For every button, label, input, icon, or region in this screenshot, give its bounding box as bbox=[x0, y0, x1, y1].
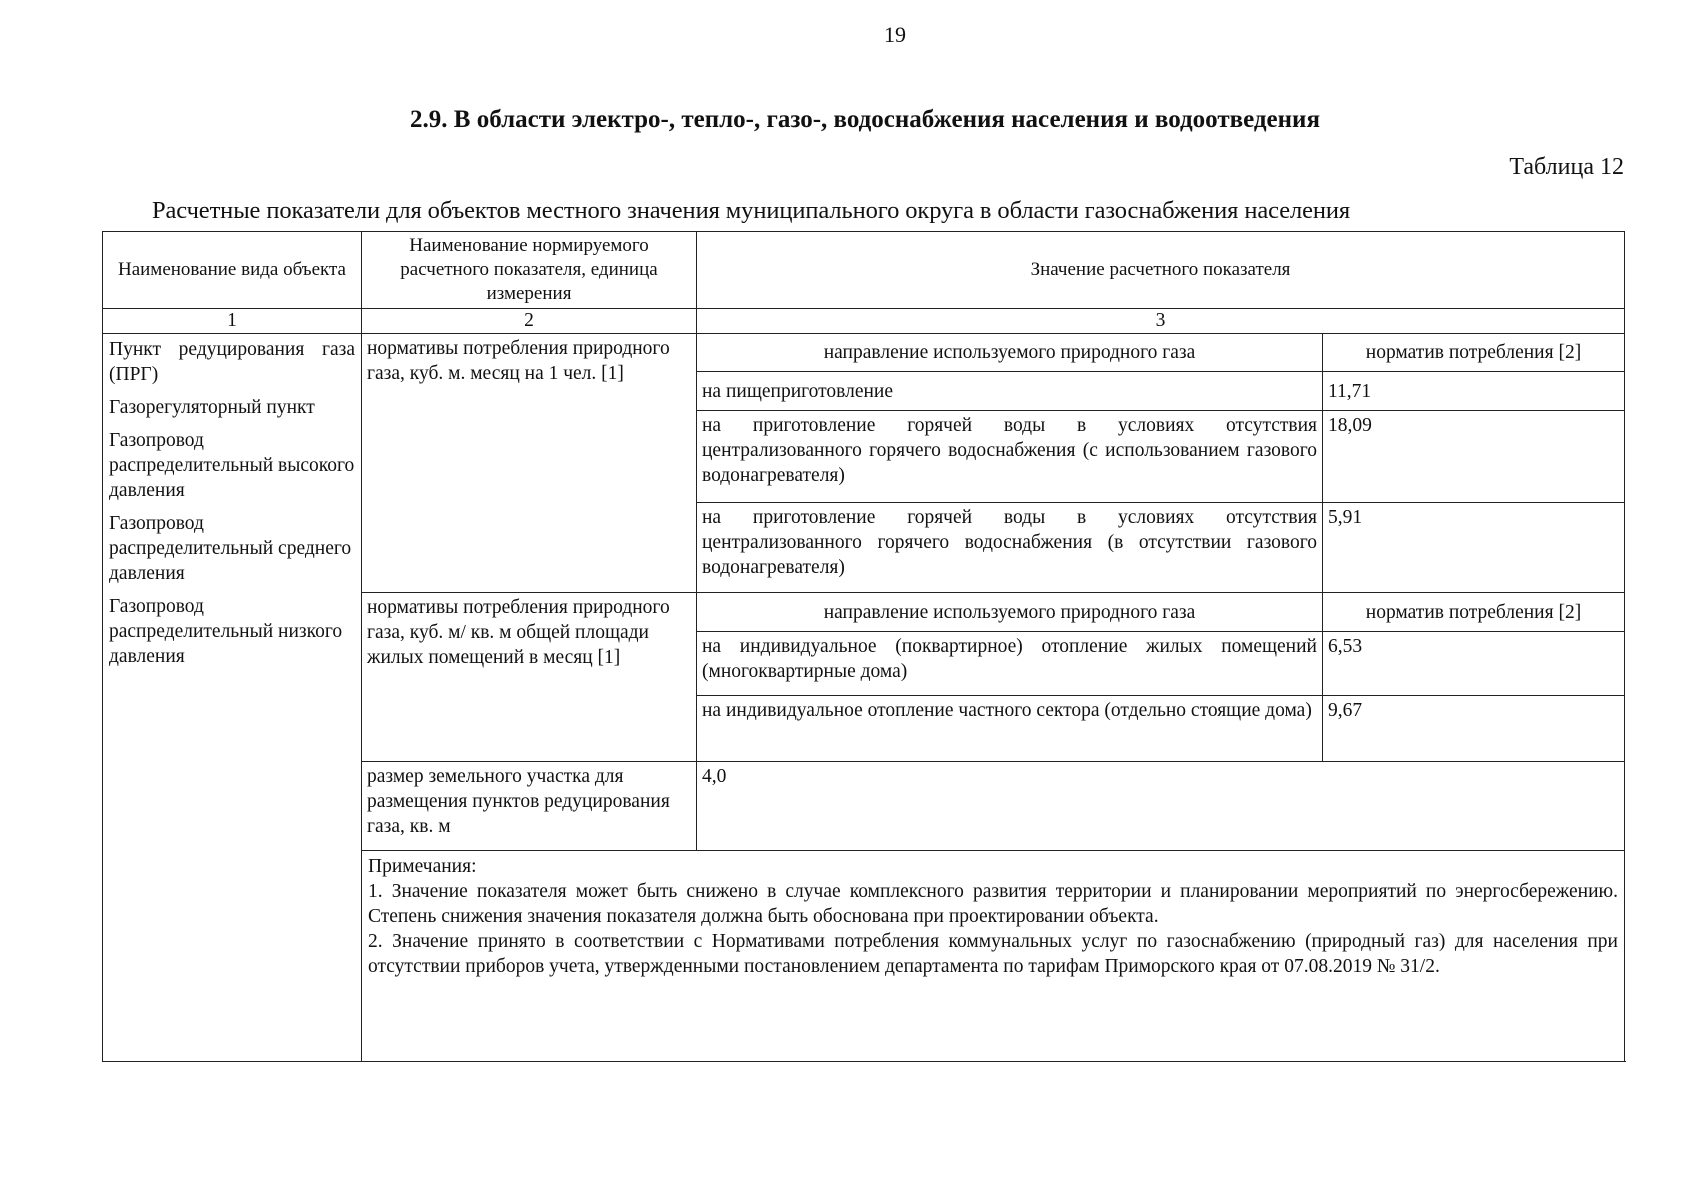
object-type: Газопровод распределительный среднего давления bbox=[109, 513, 352, 584]
value-cell: 9,67 bbox=[1323, 696, 1625, 762]
notes-title: Примечания: bbox=[368, 856, 477, 877]
header-object-type: Наименование вида объекта bbox=[103, 232, 362, 309]
header-row bbox=[103, 232, 1625, 309]
direction-cell: на индивидуальное отопление частного сектора (отдельно стоящие дома) bbox=[697, 696, 1323, 762]
table-label: Таблица 12 bbox=[1509, 154, 1624, 180]
notes-cell bbox=[362, 851, 1625, 1062]
indicator-cell: нормативы потребления природного газа, куб. м. месяц на 1 чел. [1] bbox=[362, 334, 697, 593]
direction-cell: на пищеприготовление bbox=[697, 372, 1323, 411]
subheader-direction: направление используемого природного газа bbox=[697, 593, 1323, 632]
value-cell: 4,0 bbox=[697, 762, 1625, 851]
value-cell: 18,09 bbox=[1323, 411, 1625, 503]
column-number: 1 bbox=[103, 309, 362, 334]
header-indicator-name: Наименование нормируемого расчетного показателя, единица измерения bbox=[362, 232, 697, 309]
table-caption: Расчетные показатели для объектов местного значения муниципального округа в области газоснабжения населения bbox=[152, 197, 1351, 224]
object-type: Пункт редуцирования газа (ПРГ) bbox=[109, 339, 355, 385]
note-item: 2. Значение принято в соответствии с Нормативами потребления коммунальных услуг по газоснабжению (природный газ) для населения при отсутствии приборов учета, утвержденными постановлением департамента по тарифам Приморского края от 07.08.2019 № 31/2. bbox=[368, 931, 1618, 977]
subheader-direction: направление используемого природного газа bbox=[697, 334, 1323, 372]
value-cell: 6,53 bbox=[1323, 632, 1625, 696]
subheader-norm: норматив потребления [2] bbox=[1323, 593, 1625, 632]
data-table bbox=[102, 231, 1625, 1062]
object-type: Газопровод распределительный низкого давления bbox=[109, 596, 343, 667]
page-number: 19 bbox=[884, 22, 906, 47]
subheader-norm: норматив потребления [2] bbox=[1323, 334, 1625, 372]
value-cell: 5,91 bbox=[1323, 503, 1625, 593]
direction-cell: на приготовление горячей воды в условиях отсутствия централизованного горячего водоснабжения (в отсутствии газового водонагревателя) bbox=[697, 503, 1323, 593]
note-item: 1. Значение показателя может быть снижено в случае комплексного развития территории и планировании мероприятий по энергосбережению. Степень снижения значения показателя должна быть обоснована при проектировании объекта. bbox=[368, 881, 1618, 927]
column-number: 2 bbox=[362, 309, 697, 334]
indicator-cell: размер земельного участка для размещения пунктов редуцирования газа, кв. м bbox=[362, 762, 697, 851]
section-heading: 2.9. В области электро-, тепло-, газо-, водоснабжения населения и водоотведения bbox=[410, 106, 1320, 133]
object-type: Газопровод распределительный высокого давления bbox=[109, 430, 355, 501]
direction-cell: на приготовление горячей воды в условиях отсутствия централизованного горячего водоснабжения (с использованием газового водонагревателя) bbox=[697, 411, 1323, 503]
column-number: 3 bbox=[697, 309, 1625, 334]
table-row bbox=[103, 334, 1625, 372]
object-types-cell bbox=[103, 334, 362, 1062]
object-type: Газорегуляторный пункт bbox=[109, 397, 315, 418]
column-numbers-row bbox=[103, 309, 1625, 334]
direction-cell: на индивидуальное (поквартирное) отопление жилых помещений (многоквартирные дома) bbox=[697, 632, 1323, 696]
header-indicator-value: Значение расчетного показателя bbox=[697, 232, 1625, 309]
value-cell: 11,71 bbox=[1323, 372, 1625, 411]
indicator-cell: нормативы потребления природного газа, куб. м/ кв. м общей площади жилых помещений в месяц [1] bbox=[362, 593, 697, 762]
